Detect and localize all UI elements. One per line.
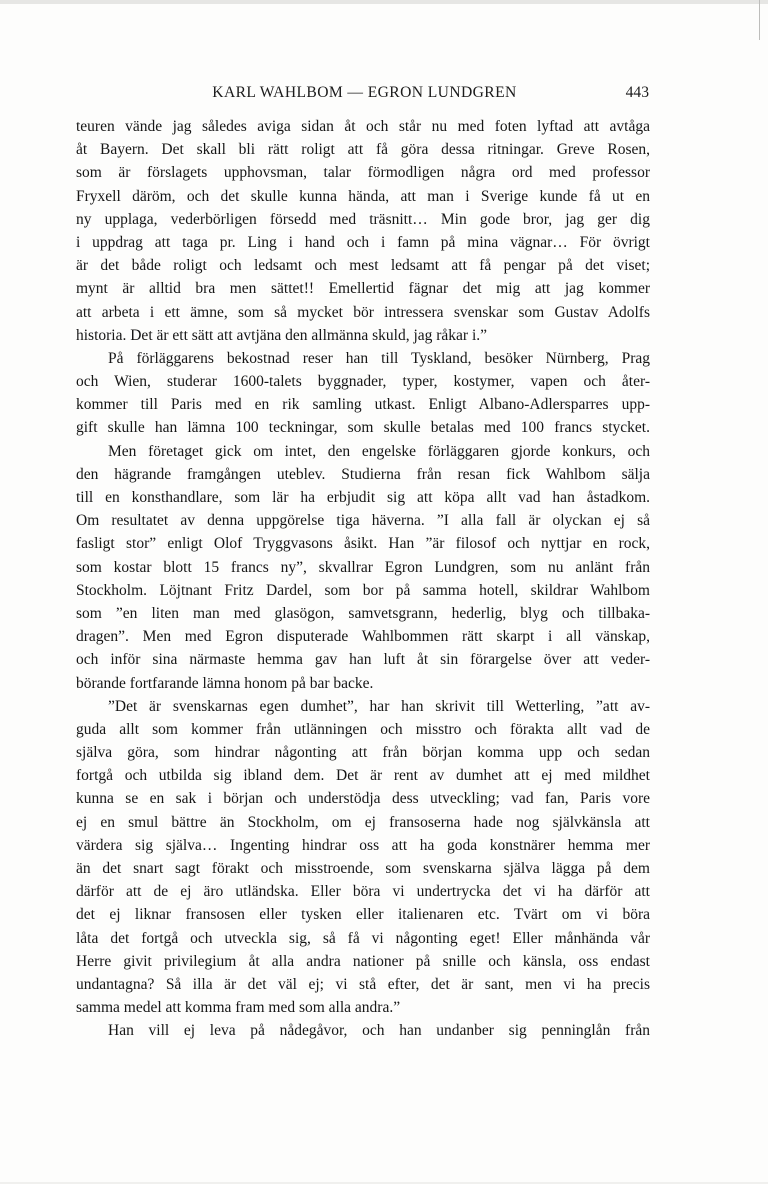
page-number: 443 <box>625 84 649 101</box>
page-header <box>78 84 651 106</box>
running-title: KARL WAHLBOM — EGRON LUNDGREN <box>212 84 517 101</box>
page-right-edge-mark <box>759 0 760 40</box>
text-line: som är förslagets upphovsman, talar förmodligen några ord med professor <box>76 164 650 182</box>
text-line: låta det fortgå och utveckla sig, så få vi någonting eget! Eller månhända vår <box>76 929 650 947</box>
text-line: kommer till Paris med en rik samling utkast. Enligt Albano-Adlersparres upp- <box>76 396 650 414</box>
text-line: ej en smul bättre än Stockholm, om ej fransoserna hade nog självkänsla att <box>76 813 650 831</box>
text-line: historia. Det är ett sätt att avtjäna den allmänna skuld, jag råkar i.” <box>76 326 488 344</box>
text-line: är det både roligt och ledsamt och mest ledsamt att få pengar på det viset; <box>76 257 650 275</box>
text-line: den hägrande framgången uteblev. Studierna från resan fick Wahlbom sälja <box>76 465 650 483</box>
text-line: ”Det är svenskarnas egen dumhet”, har han skrivit till Wetterling, ”att av- <box>108 697 650 715</box>
text-line: fasligt stor” enligt Olof Tryggvasons åsikt. Han ”är filosof och nyttjar en rock, <box>76 535 650 553</box>
text-line: i uppdrag att taga pr. Ling i hand och i famn på mina vägnar… För övrigt <box>76 233 650 251</box>
text-line: Herre givit privilegium åt alla andra nationer på snille och känsla, oss endast <box>76 952 650 970</box>
text-line: att arbeta i ett ämne, som så mycket bör intressera svenskar som Gustav Adolfs <box>76 303 650 321</box>
text-line: som kostar blott 15 francs ny”, skvallrar Egron Lundgren, som nu anlänt från <box>76 558 650 576</box>
text-line: samma medel att komma fram med som alla andra.” <box>76 999 401 1017</box>
text-line: kunna se en sak i början och understödja dess utveckling; vad fan, Paris vore <box>76 790 650 808</box>
text-line: gift skulle han lämna 100 teckningar, som skulle betalas med 100 francs stycket. <box>76 419 650 437</box>
text-line: Fryxell däröm, och det skulle kunna hända, att man i Sverige kunde få ut en <box>76 187 650 205</box>
text-line: ny upplaga, vederbörligen försedd med träsnitt… Min gode bror, jag ger dig <box>76 210 650 228</box>
text-line: teuren vände jag således aviga sidan åt och står nu med foten lyftad att avtåga <box>76 118 650 135</box>
text-line: På förläggarens bekostnad reser han till Tyskland, besöker Nürnberg, Prag <box>108 349 650 367</box>
text-line: undantagna? Så illa är det väl ej; vi stå efter, det är sant, men vi ha precis <box>76 975 650 993</box>
text-line: och Wien, studerar 1600-talets byggnader, typer, kostymer, vapen och åter- <box>76 373 650 391</box>
text-line: guda allt som kommer från utlänningen och misstro och förakta allt vad de <box>76 720 650 738</box>
text-line: Men företaget gick om intet, den engelske förläggaren gjorde konkurs, och <box>108 442 650 460</box>
text-line: värdera sig själva… Ingenting hindrar oss att ha goda konstnärer hemma mer <box>76 836 650 854</box>
text-line: till en konsthandlare, som lär ha erbjudit sig att köpa allt vad han åstadkom. <box>76 489 650 506</box>
text-line: än det snart sagt förakt och misstroende, som svenskarna själva lägga på dem <box>76 860 650 877</box>
page-top-edge <box>0 0 768 4</box>
text-line: det ej liknar fransosen eller tysken eller italienaren etc. Tvärt om vi böra <box>76 906 650 924</box>
text-line: mynt är alltid bra men sättet!! Emellertid fägnar det mig att jag kommer <box>76 280 650 298</box>
text-line: fortgå och utbilda sig ibland dem. Det är rent av dumhet att ej med mildhet <box>76 767 650 785</box>
text-line: som ”en liten man med glasögon, samvetsgrann, hederlig, blyg och tillbaka- <box>76 604 650 622</box>
text-line: och inför sina närmaste hemma gav han luft åt sin förargelse över att veder- <box>76 651 650 669</box>
text-line: börande fortfarande lämna honom på bar backe. <box>76 674 374 692</box>
text-line: därför att de ej äro utländska. Eller böra vi undertrycka det vi ha därför att <box>76 883 650 901</box>
text-line: själva göra, som hindrar någonting att från början komma upp och sedan <box>76 744 650 762</box>
text-line: Han vill ej leva på nådegåvor, och han undanber sig penninglån från <box>108 1022 650 1040</box>
body-text <box>76 115 650 1043</box>
text-line: Om resultatet av denna uppgörelse tiga häverna. ”I alla fall är olyckan ej så <box>76 512 650 530</box>
text-line: åt Bayern. Det skall bli rätt roligt att få göra dessa ritningar. Greve Rosen, <box>76 141 650 159</box>
text-line: dragen”. Men med Egron disputerade Wahlbommen rätt skarpt i all vänskap, <box>76 628 650 646</box>
text-line: Stockholm. Löjtnant Fritz Dardel, som bor på samma hotell, skildrar Wahlbom <box>76 581 650 599</box>
